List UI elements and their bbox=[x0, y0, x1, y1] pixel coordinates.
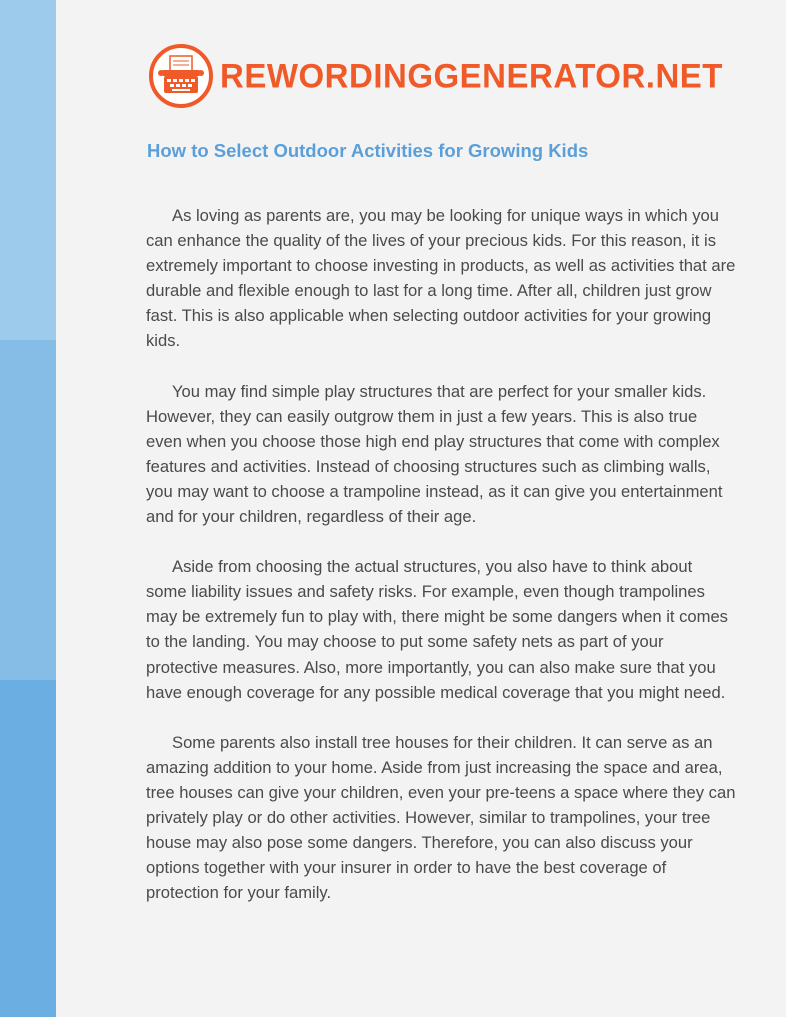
article-title: How to Select Outdoor Activities for Growing Kids bbox=[147, 140, 589, 161]
side-band-middle bbox=[0, 340, 56, 680]
site-logo bbox=[148, 42, 723, 110]
side-band-top bbox=[0, 0, 56, 340]
typewriter-icon bbox=[148, 43, 214, 109]
side-band-bottom bbox=[0, 680, 56, 1017]
article-body bbox=[146, 203, 736, 930]
logo-text: REWORDINGGENERATOR.NET bbox=[220, 56, 723, 95]
article-paragraph: Aside from choosing the actual structures, you also have to think about some liability issues and safety risks. For example, even though trampolines may be extremely fun to play with, there might be some dangers when it comes to the landing. You may choose to put some safety nets as part of your protective measures. Also, more importantly, you can also make sure that you have enough coverage for any possible medical coverage that you might need. bbox=[146, 557, 728, 702]
article-paragraph: Some parents also install tree houses for their children. It can serve as an amazing addition to your home. Aside from just increasing the space and area, tree houses can give your children, even your pre-teens a space where they can privately play or do other activities. However, similar to trampolines, your tree house may also pose some dangers. Therefore, you can also discuss your options together with your insurer in order to have the best coverage of protection for your family. bbox=[146, 732, 736, 903]
article-paragraph: As loving as parents are, you may be looking for unique ways in which you can enhance the quality of the lives of your precious kids. For this reason, it is extremely important to choose investing in products, as well as activities that are durable and flexible enough to last for a long time. After all, children just grow fast. This is also applicable when selecting outdoor activities for your growing kids. bbox=[146, 206, 736, 351]
article-paragraph: You may find simple play structures that are perfect for your smaller kids. However, they can easily outgrow them in just a few years. This is also true even when you choose those high end play structures that come with complex features and activities. Instead of choosing structures such as climbing walls, you may want to choose a trampoline instead, as it can give you entertainment and for your children, regardless of their age. bbox=[146, 381, 723, 527]
